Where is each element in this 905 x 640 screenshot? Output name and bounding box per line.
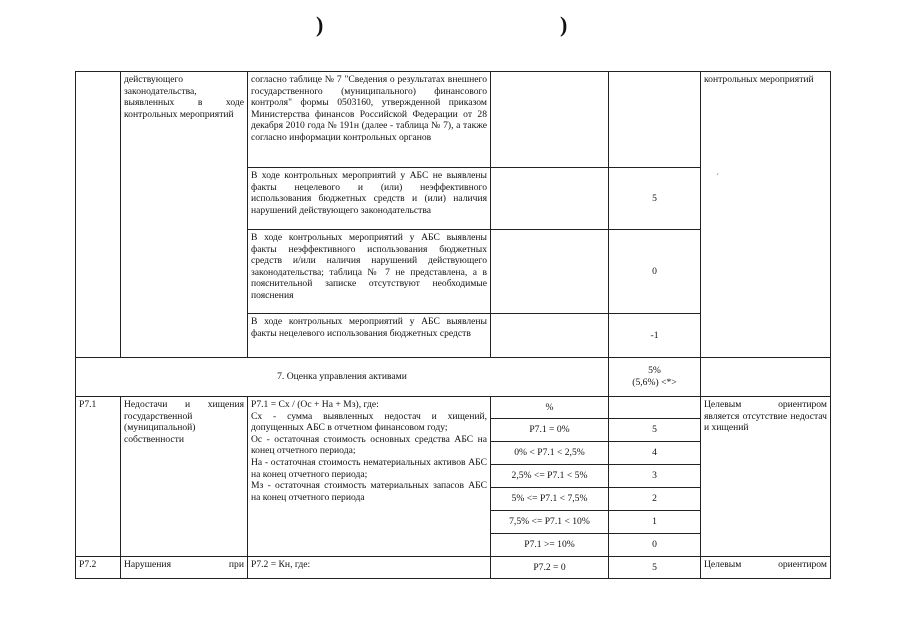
formula-cell: согласно таблице № 7 "Сведения о результатах внешнего государственного (муниципального) финансового контроля" формы 0503160, утвержденной приказом Министерства финансов Российской Федерации от 28 декабря 2010 года № 191н (далее - таблица № 7), а также согласно информации контрольных органов — [248, 72, 491, 168]
indicator-name-cell: Нарушения при — [121, 557, 248, 579]
table-row — [76, 557, 831, 579]
comment-cell — [701, 358, 831, 397]
score-cell: -1 — [609, 314, 701, 358]
table-row — [76, 72, 831, 168]
formula-line: Ос - остаточная стоимость основных средства АБС на конец отчетного периода; — [251, 433, 487, 457]
code-cell: P7.2 — [76, 557, 121, 579]
score-cell: 2 — [609, 488, 701, 511]
pen-mark: ´ — [716, 171, 719, 182]
condition-cell: В ходе контрольных мероприятий у АБС не выявлены факты нецелевого и (или) неэффективного использования бюджетных средств и (или) наличия нарушений действующего законодательства — [248, 168, 491, 230]
section-weight-alt: (5,6%) <*> — [632, 377, 677, 388]
unit-cell: % — [491, 397, 609, 419]
unit-cell — [491, 72, 609, 168]
score-cell: 5 — [609, 419, 701, 442]
formula-line: На - остаточная стоимость нематериальных активов АБС на конец отчетного периода; — [251, 456, 487, 480]
formula-line: P7.1 = Сх / (Ос + На + Мз), где: — [251, 399, 379, 410]
unit-cell — [491, 314, 609, 358]
section-title: 7. Оценка управления активами — [76, 358, 609, 397]
score-cell: 4 — [609, 442, 701, 465]
condition-cell: В ходе контрольных мероприятий у АБС выявлены факты нецелевого использования бюджетных средств — [248, 314, 491, 358]
binding-mark-left: ) — [316, 12, 324, 37]
binding-mark-right: ) — [560, 12, 568, 37]
range-cell: P7.2 = 0 — [491, 557, 609, 579]
range-cell: P7.1 = 0% — [491, 419, 609, 442]
indicator-name-cell: действующего законодательства, выявленных в ходе контрольных мероприятий — [121, 72, 248, 358]
section-weight — [609, 358, 701, 397]
formula-line: Мз - остаточная стоимость материальных запасов АБС на конец отчетного периода — [251, 480, 487, 503]
score-cell: 3 — [609, 465, 701, 488]
comment-cell — [701, 72, 831, 358]
score-cell — [609, 397, 701, 419]
unit-cell — [491, 168, 609, 230]
section-row — [76, 358, 831, 397]
score-cell: 0 — [609, 534, 701, 557]
score-cell: 5 — [609, 168, 701, 230]
range-cell: 2,5% <= P7.1 < 5% — [491, 465, 609, 488]
section-weight-main: 5% — [648, 365, 661, 377]
range-cell: P7.1 >= 10% — [491, 534, 609, 557]
comment-cell: Целевым ориентиром является отсутствие недостач и хищений — [701, 397, 831, 557]
range-cell: 5% <= P7.1 < 7,5% — [491, 488, 609, 511]
score-cell — [609, 72, 701, 168]
formula-cell: P7.2 = Кн, где: — [248, 557, 491, 579]
formula-line: Сх - сумма выявленных недостач и хищений, допущенных АБС в отчетном финансовом году; — [251, 410, 487, 434]
formula-cell — [248, 397, 491, 557]
score-cell: 1 — [609, 511, 701, 534]
score-cell: 5 — [609, 557, 701, 579]
condition-cell: В ходе контрольных мероприятий у АБС выявлены факты неэффективного использования бюджетных средств и/или наличия нарушений действующего законодательства; таблица № 7 не представлена, а в пояснительной записке отсутствуют необходимые пояснения — [248, 230, 491, 314]
indicator-name-cell: Недостачи и хищения государственной (муниципальной) собственности — [121, 397, 248, 557]
code-cell: P7.1 — [76, 397, 121, 557]
score-cell: 0 — [609, 230, 701, 314]
range-cell: 0% < P7.1 < 2,5% — [491, 442, 609, 465]
code-cell — [76, 72, 121, 358]
unit-cell — [491, 230, 609, 314]
comment-text: контрольных мероприятий — [704, 74, 814, 85]
criteria-table — [75, 71, 831, 579]
range-cell: 7,5% <= P7.1 < 10% — [491, 511, 609, 534]
table-row — [76, 397, 831, 419]
comment-cell: Целевым ориентиром — [701, 557, 831, 579]
